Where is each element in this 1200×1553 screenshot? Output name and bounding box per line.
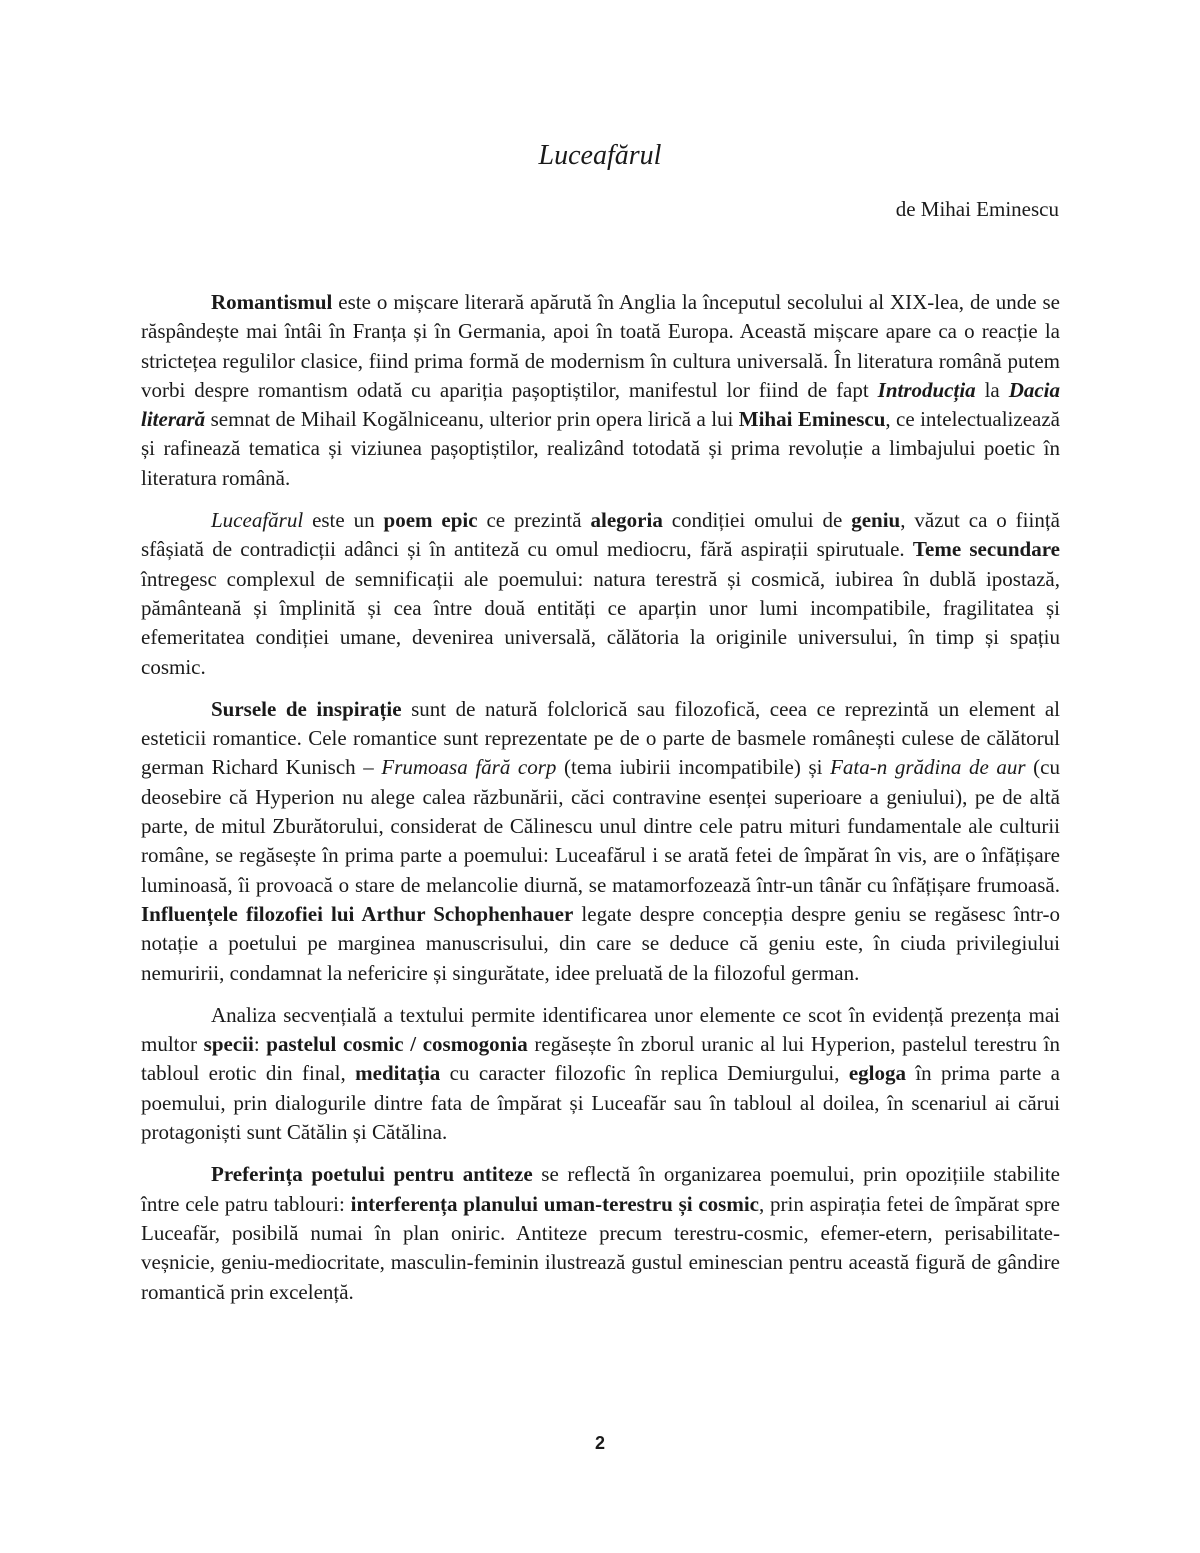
- text-run: se reflectă în organizarea poemului, prin opozițiile stabilite între cele patru tablouri:: [141, 1162, 1060, 1216]
- text-run: în prima parte a poemului, prin dialogurile dintre fata de împărat și Luceafăr sau în tabloul al doilea, în scenariul ai cărui protagoniști sunt Cătălin și Cătălina.: [141, 1061, 1061, 1145]
- document-body: [141, 288, 1060, 1320]
- emphasized-text: meditația: [355, 1061, 441, 1086]
- emphasized-text: Fata-n grădina de aur: [830, 755, 1026, 780]
- emphasized-text: Mihai Eminescu: [738, 407, 886, 432]
- text-run: , ce intelectualizează și rafinează tematica și viziunea pașoptiștilor, realizând totodată și prima revoluție a limbajului poetic în literatura română.: [141, 407, 1060, 490]
- emphasized-text: pastelul cosmic / cosmogonia: [266, 1032, 528, 1057]
- text-run: este o mișcare literară apărută în Anglia la începutul secolului al XIX-lea, de unde se răspândește mai întâi în Franța și în Germania, apoi în toată Europa. Această mișcare apare ca o reacție la strictețea regulilor clasice, fiind prima formă de modernism în cultura universală. În literatura română putem vorbi despre romantism odată cu apariția pașoptiștilor, manifestul lor fiind de fapt: [141, 290, 1060, 402]
- text-run: (tema iubirii incompatibile) și: [556, 755, 831, 780]
- emphasized-text: alegoria: [590, 508, 663, 533]
- emphasized-text: Teme secundare: [912, 537, 1060, 562]
- body-paragraph: [141, 1001, 1060, 1147]
- text-run: semnat de Mihail Kogălniceanu, ulterior prin opera lirică a lui: [205, 407, 739, 432]
- emphasized-text: specii: [203, 1032, 254, 1057]
- text-run: :: [253, 1032, 267, 1057]
- emphasized-text: Frumoasa fără corp: [381, 755, 557, 780]
- emphasized-text: Romantismul: [211, 290, 333, 314]
- emphasized-text: geniu: [851, 508, 901, 533]
- text-run: (cu deosebire că Hyperion nu alege calea răzbunării, căci contravine esenței superioare a geniului), pe de altă parte, de mitul Zburătorului, considerat de Călinescu unul dintre cele patru mituri fundamentale ale culturii române, se regăsește în prima parte a poemului: Luceafărul i se arată fetei de împărat în vis, are o înfățișare luminoasă, îi provoacă o stare de melancolie diurnă, se matamorfozează într-un tânăr cu înfățișare frumoasă.: [141, 755, 1060, 897]
- text-run: sunt de natură folclorică sau filozofică, ceea ce reprezintă un element al esteticii romantice. Cele romantice sunt reprezentate pe de o parte de basmele românești culese de călătorul german Richard Kunisch –: [141, 696, 1060, 780]
- emphasized-text: Introducția: [877, 377, 976, 402]
- emphasized-text: Influențele filozofiei lui Arthur Schophenhauer: [141, 901, 574, 926]
- text-run: legate despre concepția despre geniu se regăsesc într-o notație a poetului pe marginea manuscrisului, din care se deduce că geniu este, în ciuda privilegiului nemuririi, condamnat la nefericire și singurătate, idee preluată de la filozoful german.: [141, 901, 1060, 985]
- text-run: întregesc complexul de semnificații ale poemului: natura terestră și cosmică, iubirea în dublă ipostază, pământeană și împlinită și cea între două entități ce aparțin unor lumi incompatibile, fragilitatea și efemeritatea condiției umane, devenirea universală, călătoria la originile universului, în timp și spațiu cosmic.: [141, 566, 1060, 679]
- body-paragraph: [141, 506, 1060, 682]
- emphasized-text: Preferința poetului pentru antiteze: [211, 1162, 533, 1187]
- body-paragraph: [141, 695, 1060, 988]
- text-run: la: [975, 377, 1009, 402]
- body-paragraph: [141, 288, 1060, 493]
- document-author: de Mihai Eminescu: [895, 197, 1059, 221]
- body-paragraph: [141, 1160, 1060, 1306]
- document-title: Luceafărul: [538, 140, 662, 171]
- page-number: 2: [594, 1433, 605, 1453]
- text-run: , prin aspirația fetei de împărat spre Luceafăr, posibilă numai în plan oniric. Antiteze precum terestru-cosmic, efemer-etern, perisabilitate-veșnicie, geniu-mediocritate, masculin-feminin ilustrează gustul eminescian pentru această figură de gândire romantică prin excelență.: [141, 1191, 1060, 1304]
- emphasized-text: Luceafărul: [211, 508, 304, 533]
- text-run: ce prezintă: [477, 508, 591, 533]
- emphasized-text: interferența planului uman-terestru și cosmic: [350, 1191, 759, 1216]
- text-run: Analiza secvențială a textului permite identificarea unor elemente ce scot în evidență prezența mai multor: [141, 1002, 1060, 1057]
- emphasized-text: poem epic: [383, 508, 478, 533]
- text-run: este un: [303, 508, 384, 533]
- emphasized-text: Dacia literară: [141, 377, 1061, 432]
- emphasized-text: Sursele de inspirație: [211, 696, 402, 721]
- text-run: condiției omului de: [662, 508, 852, 533]
- text-run: cu caracter filozofic în replica Demiurgului,: [440, 1061, 849, 1086]
- text-run: , văzut ca o ființă sfâșiată de contradicții adânci și în antiteză cu omul mediocru, fără aspirații spirutuale.: [141, 508, 1060, 562]
- emphasized-text: egloga: [848, 1061, 906, 1086]
- text-run: regăsește în zborul uranic al lui Hyperion, pastelul terestru în tabloul erotic din final,: [141, 1032, 1060, 1086]
